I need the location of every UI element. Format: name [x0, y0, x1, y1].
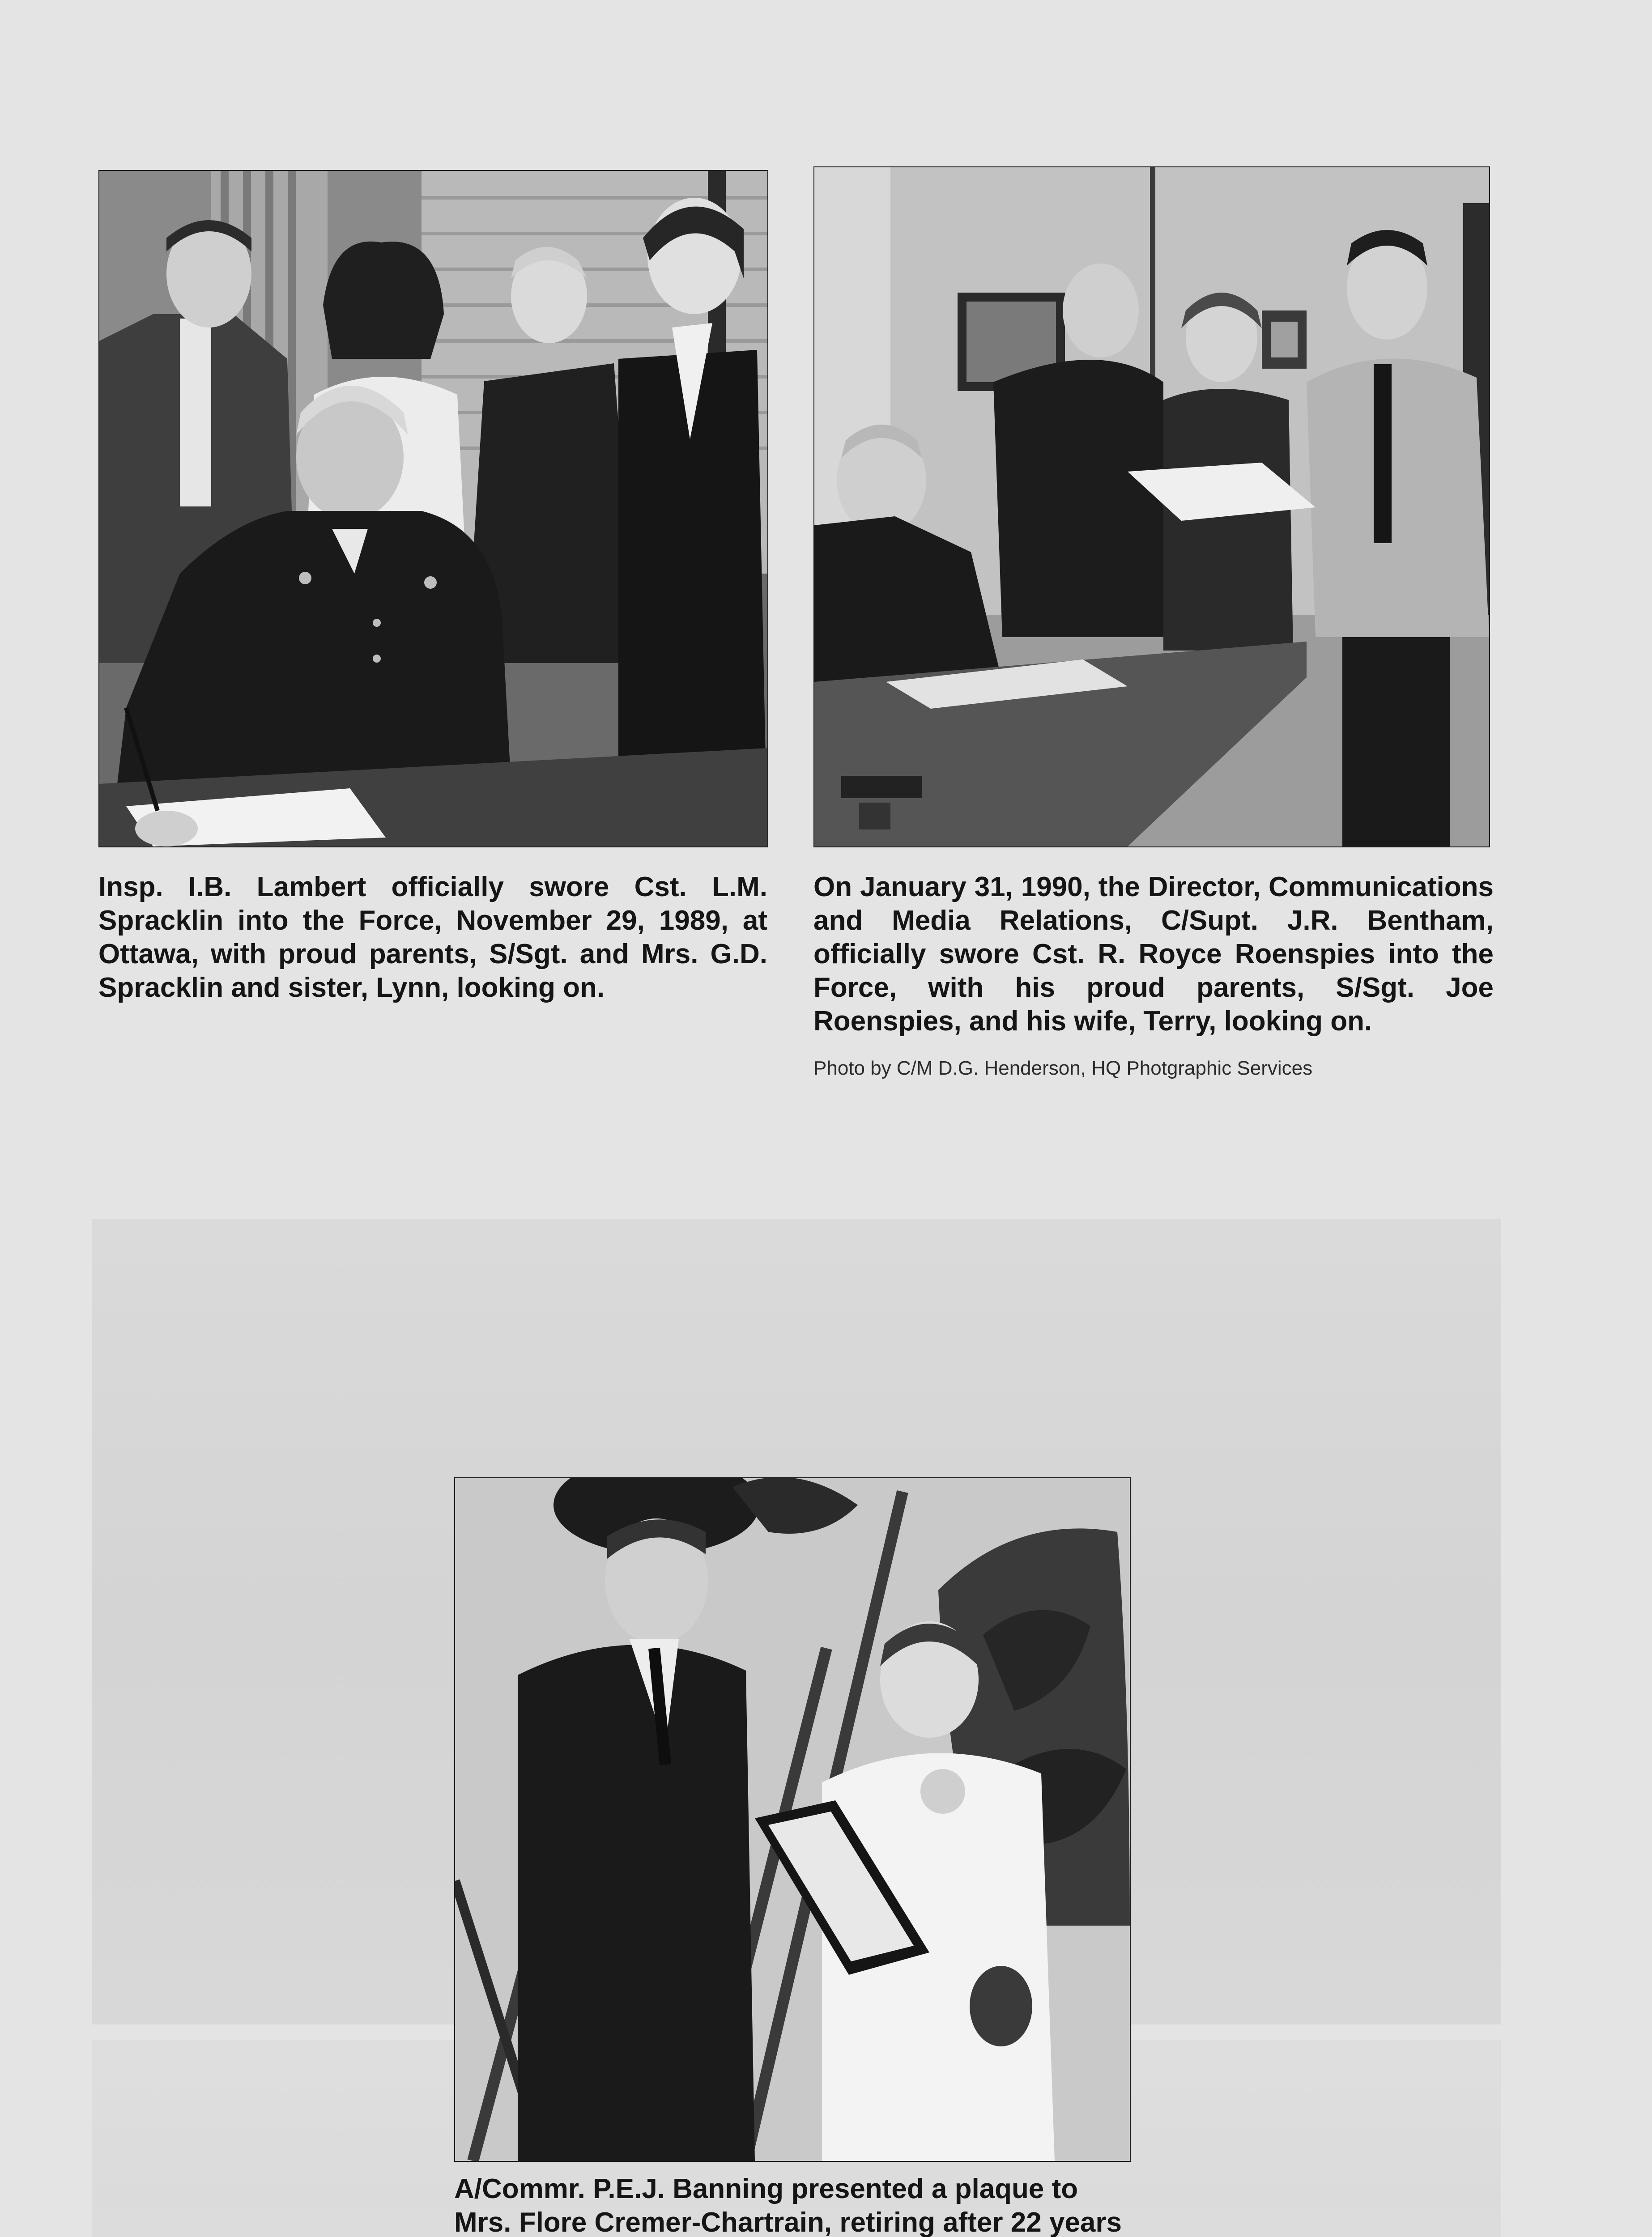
photo-swearing-in-roenspies [813, 166, 1490, 847]
caption-spracklin: Insp. I.B. Lambert officially swore Cst. L.M. Spracklin into the Force, November 29, 1989, at Ottawa, with proud parents, S/Sgt. and Mrs. G.D. Spracklin and sister, Lynn, looking on. [98, 872, 767, 1003]
caption-banning: A/Commr. P.E.J. Banning presented a plaque to Mrs. Flore Cremer-Chartrain, retiring after 22 years [454, 2173, 1122, 2237]
photo-credit: Photo by C/M D.G. Henderson, HQ Photgraphic Services [813, 1057, 1313, 1079]
photo-swearing-in-spracklin [98, 170, 768, 847]
photo-banning-plaque [454, 1477, 1131, 2162]
caption-roenspies: On January 31, 1990, the Director, Communications and Media Relations, C/Supt. J.R. Bentham, officially swore Cst. R. Royce Roenspies into the Force, with his proud parents, S/Sgt. Joe Roenspies, and his wife, Terry, looking on. [813, 872, 1494, 1037]
